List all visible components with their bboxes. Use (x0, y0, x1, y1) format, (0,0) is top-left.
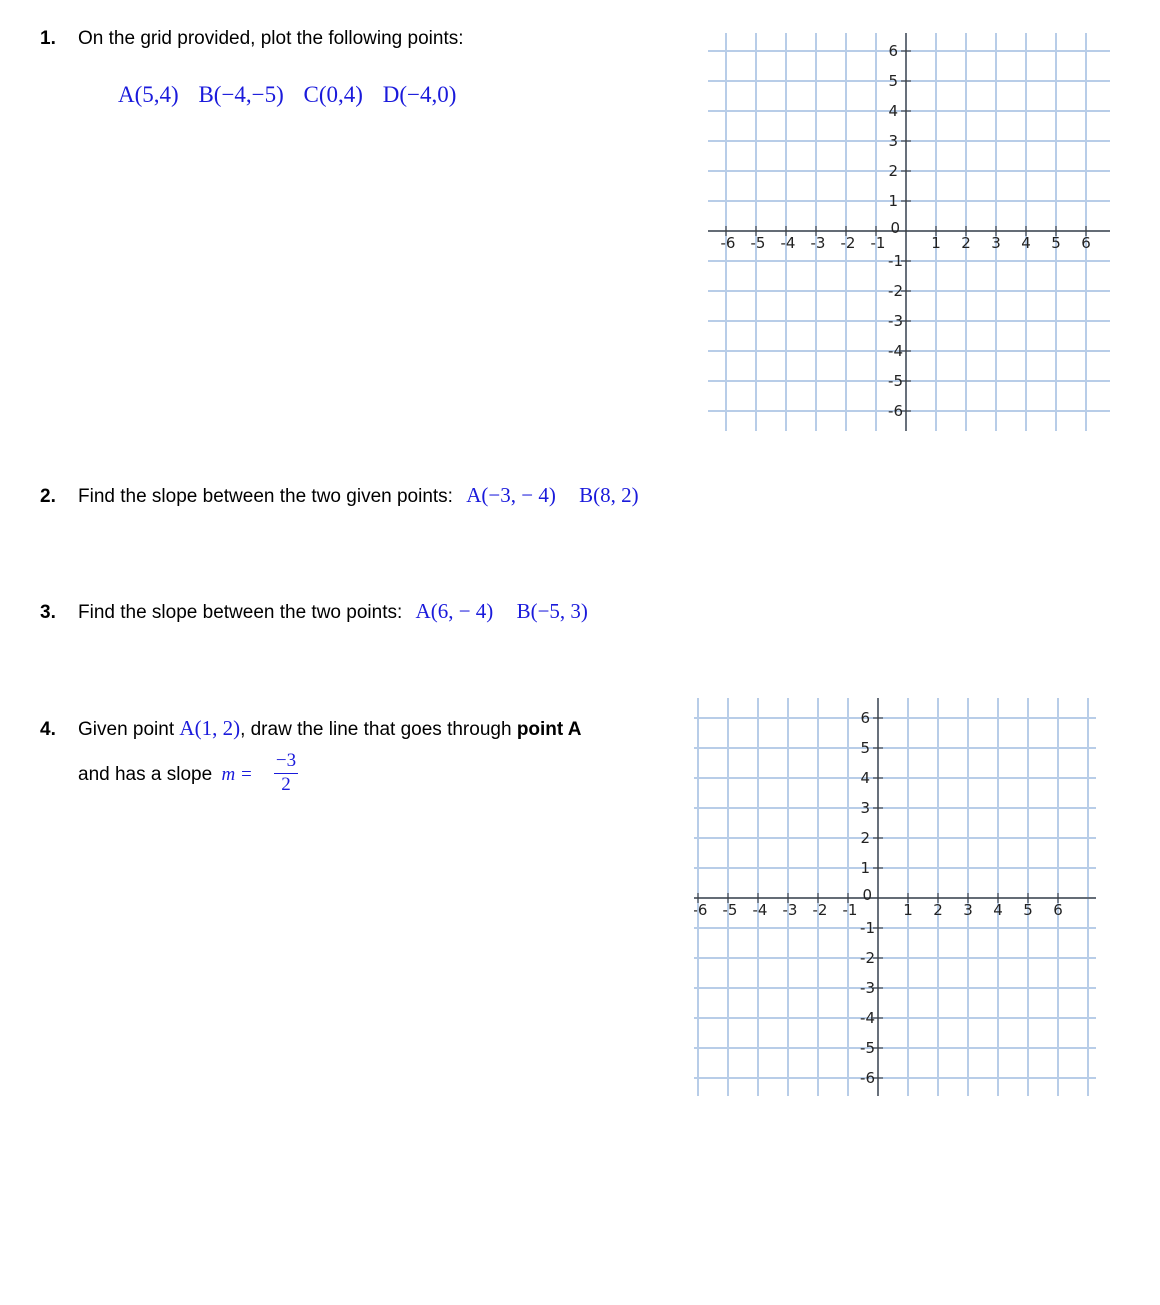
x-tick-label: -1 (842, 901, 858, 919)
question-1 (40, 28, 464, 50)
x-tick-label: -2 (812, 901, 828, 919)
x-tick-label: 3 (963, 901, 973, 919)
y-tick-label: -2 (860, 949, 875, 967)
coordinate-grid-2[interactable] (694, 698, 1096, 1101)
y-tick-label: -1 (860, 919, 875, 937)
denominator: 2 (274, 773, 298, 796)
y-tick-label: 6 (888, 42, 898, 60)
y-tick-label: -4 (860, 1009, 875, 1027)
point-a: A(5,4) (118, 82, 179, 107)
x-tick-label: 4 (993, 901, 1003, 919)
x-tick-label: -2 (840, 234, 856, 252)
point-d: D(−4,0) (382, 82, 457, 107)
points-list (118, 82, 470, 108)
y-tick-label: 6 (860, 709, 870, 727)
question-2 (40, 483, 639, 508)
point-b: B(8, 2) (579, 483, 639, 507)
y-tick-label: 5 (860, 739, 870, 757)
point-b: B(−4,−5) (198, 82, 284, 107)
y-tick-label: 3 (860, 799, 870, 817)
y-tick-label: 2 (888, 162, 898, 180)
question-text: Given point (78, 719, 175, 740)
y-tick-label: -2 (888, 282, 903, 300)
point-a: A(6, − 4) (415, 599, 494, 623)
x-tick-label: -1 (870, 234, 886, 252)
y-tick-label: 3 (888, 132, 898, 150)
slope-label: m = (221, 764, 253, 785)
point-c: C(0,4) (303, 82, 363, 107)
y-tick-label: 5 (888, 72, 898, 90)
y-tick-label: -3 (888, 312, 903, 330)
question-text: Find the slope between the two points: (78, 602, 403, 623)
origin-label: 0 (890, 219, 900, 237)
grid-svg[interactable] (708, 33, 1110, 431)
point-b: B(−5, 3) (516, 599, 588, 623)
y-tick-label: -5 (860, 1039, 875, 1057)
x-tick-label: 2 (933, 901, 943, 919)
x-tick-label: 6 (1081, 234, 1091, 252)
x-tick-label: 1 (903, 901, 913, 919)
x-tick-label: 4 (1021, 234, 1031, 252)
y-tick-label: -3 (860, 979, 875, 997)
question-number: 4. (40, 719, 56, 740)
y-tick-label: -1 (888, 252, 903, 270)
y-tick-label: 1 (888, 192, 898, 210)
y-tick-label: -4 (888, 342, 903, 360)
origin-label: 0 (862, 886, 872, 904)
x-tick-label: -5 (722, 901, 738, 919)
x-tick-label: -6 (694, 901, 708, 919)
grid-svg[interactable] (694, 698, 1096, 1096)
question-text: Find the slope between the two given points: (78, 486, 453, 507)
x-tick-label: -5 (750, 234, 766, 252)
given-point: A(1, 2) (179, 716, 241, 740)
x-tick-label: 5 (1023, 901, 1033, 919)
y-tick-label: 4 (860, 769, 870, 787)
question-number: 2. (40, 486, 56, 507)
question-text: On the grid provided, plot the following points: (78, 28, 464, 49)
point-a: A(−3, − 4) (466, 483, 556, 507)
question-3 (40, 599, 588, 624)
x-tick-label: -3 (782, 901, 798, 919)
question-4 (40, 716, 582, 741)
x-tick-label: 1 (931, 234, 941, 252)
x-tick-label: -4 (780, 234, 796, 252)
y-tick-label: -5 (888, 372, 903, 390)
question-number: 1. (40, 28, 56, 49)
coordinate-grid-1[interactable] (708, 33, 1110, 436)
question-text-mid: , draw the line that goes through (240, 719, 512, 740)
x-tick-label: 5 (1051, 234, 1061, 252)
slope-fraction (274, 750, 298, 796)
y-tick-label: 1 (860, 859, 870, 877)
y-tick-label: 4 (888, 102, 898, 120)
x-tick-label: 3 (991, 234, 1001, 252)
question-number: 3. (40, 602, 56, 623)
x-tick-label: -3 (810, 234, 826, 252)
y-tick-label: 2 (860, 829, 870, 847)
x-tick-label: -4 (752, 901, 768, 919)
x-tick-label: -6 (720, 234, 736, 252)
x-tick-label: 6 (1053, 901, 1063, 919)
numerator: −3 (275, 750, 297, 771)
x-tick-label: 2 (961, 234, 971, 252)
question-text-bold: point A (516, 719, 582, 740)
question-4-line2 (78, 764, 253, 786)
slope-text: and has a slope (78, 764, 213, 785)
y-tick-label: -6 (888, 402, 903, 420)
y-tick-label: -6 (860, 1069, 875, 1087)
